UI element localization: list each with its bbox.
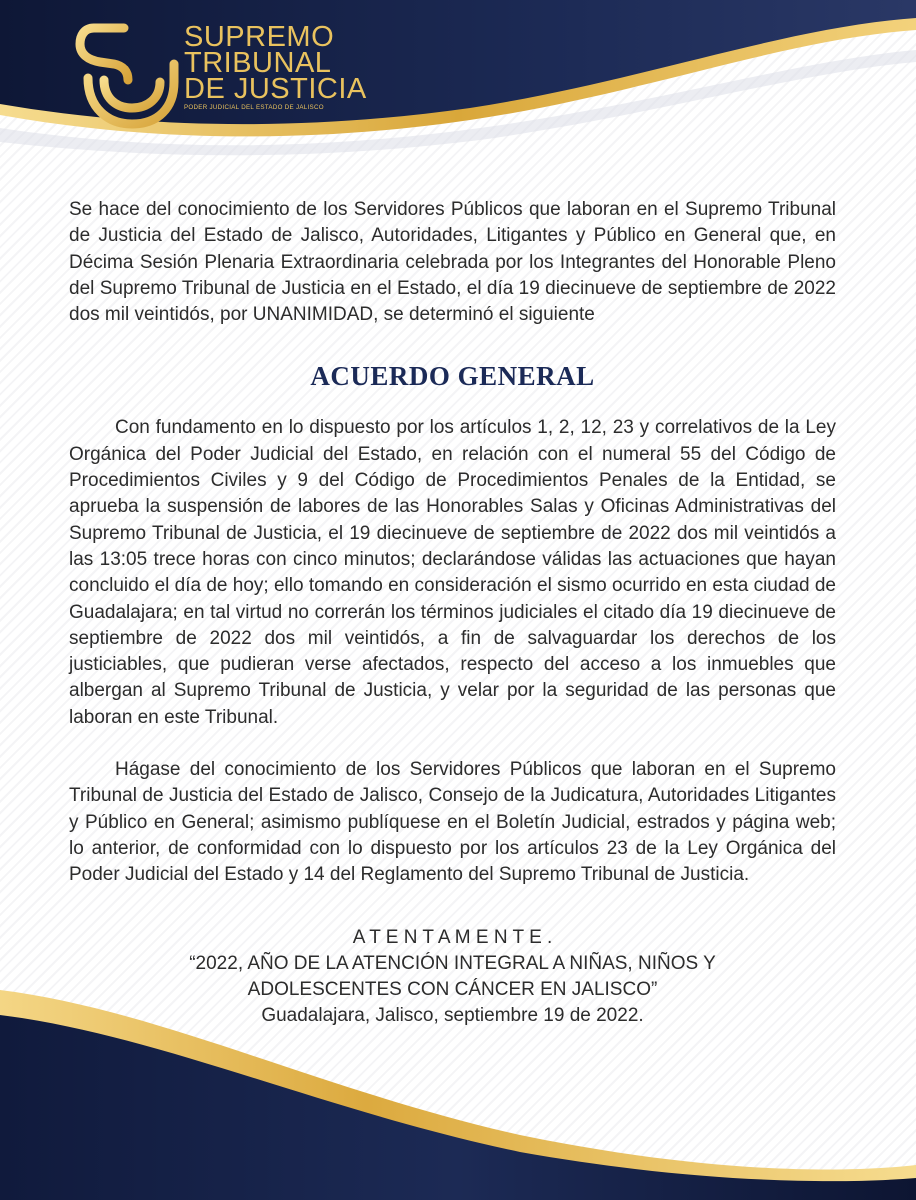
logo-line-3: DE JUSTICIA: [184, 73, 367, 105]
closing-motto-line-2: ADOLESCENTES CON CÁNCER EN JALISCO”: [247, 979, 658, 1001]
document-title: ACUERDO GENERAL: [310, 361, 595, 392]
intro-paragraph: Se hace del conocimiento de los Servidores Públicos que laboran en el Supremo Tribunal de Justicia del Estado de Jalisco, Autoridades, Litigantes y Público en General que, en Décima Sesión Plenaria Extraordinaria celebrada por los Integrantes del Honorable Pleno del Supremo Tribunal de Justicia en el Estado, el día 19 diecinueve de septiembre de 2022 dos mil veintidós, por UNANIMIDAD, se determinó el siguiente: [69, 199, 836, 326]
logo-line-2: TRIBUNAL: [184, 47, 332, 79]
logo-wordmark: [184, 21, 367, 111]
stj-monogram-icon: [74, 20, 182, 132]
institution-logo: [74, 20, 367, 132]
closing-salutation: A T E N T A M E N T E .: [352, 926, 553, 948]
closing-block: [69, 925, 836, 1030]
closing-motto-line-1: “2022, AÑO DE LA ATENCIÓN INTEGRAL A NIÑAS, NIÑOS Y: [189, 952, 716, 974]
logo-line-1: SUPREMO: [184, 21, 335, 53]
agreement-paragraph: Con fundamento en lo dispuesto por los artículos 1, 2, 12, 23 y correlativos de la Ley Orgánica del Poder Judicial del Estado, en relación con el numeral 55 del Código de Procedimientos Civiles y 9 del Código de Procedimientos Penales de la Entidad, se aprueba la suspensión de labores de las Honorables Salas y Oficinas Administrativas del Supremo Tribunal de Justicia, el 19 diecinueve de septiembre de 2022 dos mil veintidós a las 13:05 trece horas con cinco minutos; declarándose válidas las actuaciones que hayan concluido el día de hoy; ello tomando en consideración el sismo ocurrido en esta ciudad de Guadalajara; en tal virtud no correrán los términos judiciales el citado día 19 diecinueve de septiembre de 2022 dos mil veintidós, a fin de salvaguardar los derechos de los justiciables, que pudieran verse afectados, respecto del acceso a los inmuebles que albergan al Supremo Tribunal de Justicia, y velar por la seguridad de las personas que laboran en este Tribunal.: [69, 417, 836, 728]
notice-paragraph: Hágase del conocimiento de los Servidores Públicos que laboran en el Supremo Tribunal de Justicia del Estado de Jalisco, Consejo de la Judicatura, Autoridades Litigantes y Público en General; asimismo publíquese en el Boletín Judicial, estrados y página web; lo anterior, de conformidad con lo dispuesto por los artículos 23 de la Ley Orgánica del Poder Judicial del Estado y 14 del Reglamento del Supremo Tribunal de Justicia.: [69, 759, 836, 886]
closing-place-date: Guadalajara, Jalisco, septiembre 19 de 2022.: [261, 1005, 644, 1027]
document-body: [69, 197, 836, 1030]
logo-subtitle: PODER JUDICIAL DEL ESTADO DE JALISCO: [184, 104, 324, 111]
